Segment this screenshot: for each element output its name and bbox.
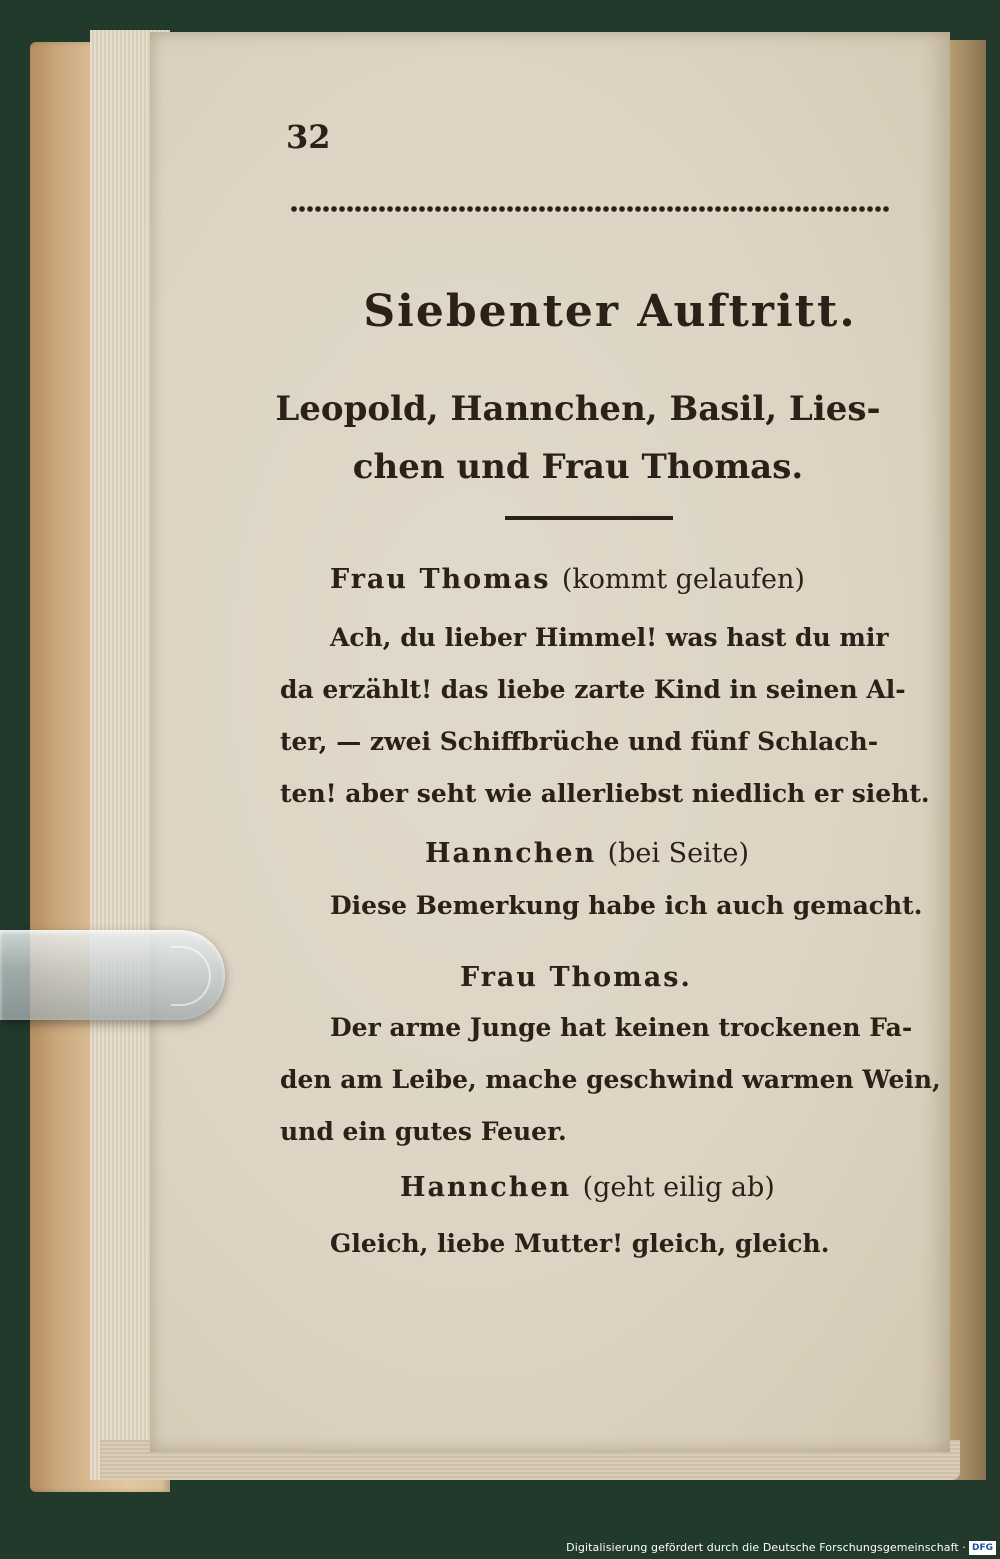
scene-title: Siebenter Auftritt. xyxy=(363,286,857,337)
speaker-heading xyxy=(400,1172,775,1203)
dfg-logo-icon: DFG xyxy=(969,1541,996,1555)
stage-direction: (geht eilig ab) xyxy=(582,1172,775,1203)
stage-direction: (kommt gelaufen) xyxy=(561,564,805,595)
speaker-heading xyxy=(460,962,692,993)
speech-block xyxy=(280,612,930,820)
speech-line: den am Leibe, mache geschwind warmen Wein, xyxy=(280,1065,941,1094)
digitization-credit: Digitalisierung gefördert durch die Deutsche Forschungsgemeinschaft · xyxy=(566,1541,966,1554)
ornament-rule xyxy=(290,202,890,216)
glass-page-holder xyxy=(0,930,225,1020)
speech-block xyxy=(280,1218,829,1270)
stage-direction: (bei Seite) xyxy=(607,838,750,869)
speech-line: Ach, du lieber Himmel! was hast du mir xyxy=(330,623,889,652)
speaker-name: Frau Thomas. xyxy=(460,962,692,993)
speech-line: da erzählt! das liebe zarte Kind in seinen Al- xyxy=(280,675,906,704)
personae-list xyxy=(258,380,898,496)
speech-line: ter, — zwei Schiffbrüche und fünf Schlach- xyxy=(280,727,879,756)
personae-line: chen und Frau Thomas. xyxy=(352,447,804,487)
speech-block xyxy=(280,880,922,932)
section-divider xyxy=(505,516,673,520)
speech-line: Diese Bemerkung habe ich auch gemacht. xyxy=(330,891,923,920)
speaker-name: Hannchen xyxy=(400,1172,572,1203)
speaker-name: Hannchen xyxy=(425,838,597,869)
personae-line: Leopold, Hannchen, Basil, Lies- xyxy=(275,389,881,429)
speech-block xyxy=(280,1002,941,1158)
speech-line: Der arme Junge hat keinen trockenen Fa- xyxy=(330,1013,913,1042)
speech-line: ten! aber seht wie allerliebst niedlich er sieht. xyxy=(280,779,930,808)
speech-line: Gleich, liebe Mutter! gleich, gleich. xyxy=(330,1229,830,1258)
speaker-heading xyxy=(425,838,749,869)
speaker-heading xyxy=(330,564,805,595)
page-number: 32 xyxy=(286,118,331,156)
speech-line: und ein gutes Feuer. xyxy=(280,1117,567,1146)
speaker-name: Frau Thomas xyxy=(330,564,551,595)
